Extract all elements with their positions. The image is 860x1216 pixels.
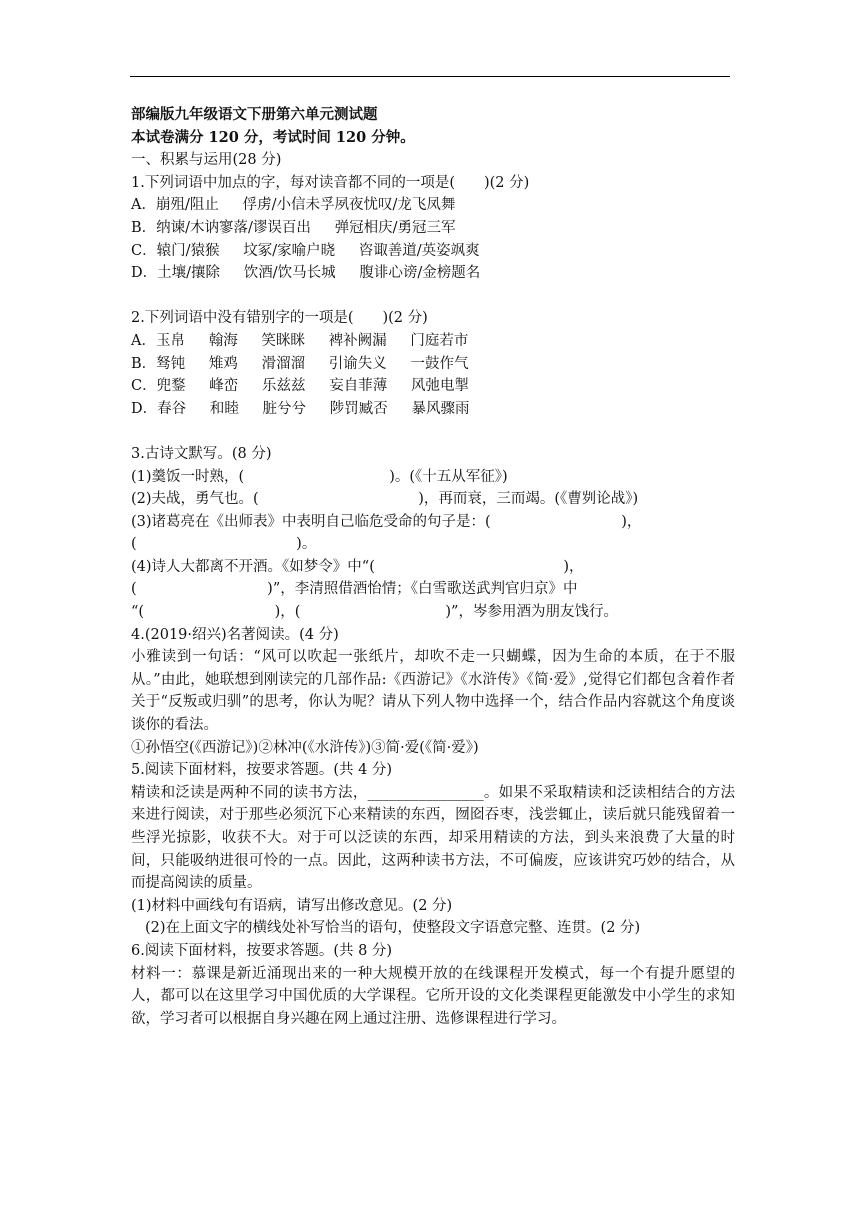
q1-option-c: C．辕门/猿猴 坟冢/家喻户晓 咨诹善道/英姿飒爽 [131, 242, 480, 259]
q3-stem: 3.古诗文默写。(8 分) [131, 445, 272, 462]
q4-options: ①孙悟空(《西游记》)②林冲(《水浒传》)③简·爱(《简·爱》) [131, 739, 479, 756]
q4-passage: 小雅读到一句话：“风可以吹起一张纸片，却吹不走一只蝴蝶，因为生命的本质，在于不服从。”由此，她联想到刚读完的几部作品:《西游记》《水浒传》《简·爱》,觉得它们都包含着作者关于“反叛或归驯”的思考，你认为呢？请从下列人物中选择一个，结合作品内容就这个角度谈谈你的看法。 [131, 649, 735, 734]
q2-stem: 2.下列词语中没有错别字的一项是( )(2 分) [131, 310, 428, 327]
spacer [131, 420, 735, 443]
q3-line-5: (4)诗人大都离不开酒。《如梦令》中“( )， [131, 558, 584, 575]
q2-option-c: C．兜鍪 峰峦 乐兹兹 妄自菲薄 风弛电掣 [131, 378, 469, 395]
q3-line-3: (3)诸葛亮在《出师表》中表明自己临危受命的句子是：( )， [131, 513, 642, 530]
q2-option-b: B．驽钝 雉鸡 滑溜溜 引谕失义 一鼓作气 [131, 355, 469, 372]
q2-option-a: A．玉帛 翰海 笑眯眯 裨补阙漏 门庭若市 [131, 332, 469, 349]
spacer [131, 285, 735, 308]
q1-option-b: B．纳谏/木讷寥落/谬误百出 弹冠相庆/勇冠三军 [131, 219, 456, 236]
q5-passage: 精读和泛读是两种不同的读书方法，________________。如果不采取精读和泛读相结合的方法来进行阅读，对于那些必须沉下心来精读的东西，囫囵吞枣，浅尝辄止，读后就只能残留着一些浮光掠影，收获不大。对于可以泛读的东西，却采用精读的方法，到头来浪费了大量的时间，只能吸纳进很可怜的一点。因此，这两种读书方法，不可偏废，应该讲究巧妙的结合，从而提高阅读的质量。 [131, 784, 735, 892]
q5-sub-question-1: (1)材料中画线句有语病，请写出修改意见。(2 分) [131, 897, 453, 914]
q1-stem: 1.下列词语中加点的字，每对读音都不同的一项是( )(2 分) [131, 174, 530, 191]
q1-option-a: A．崩殂/阻止 俘虏/小信未孚夙夜忧叹/龙飞凤舞 [131, 197, 456, 214]
q3-line-6: ( )”，李清照借酒怡情；《白雪歌送武判官归京》中 [131, 581, 578, 598]
q6-stem: 6.阅读下面材料，按要求答题。(共 8 分) [131, 942, 393, 959]
q5-sub-question-2: (2)在上面文字的横线处补写恰当的语句，使整段文字语意完整、连贯。(2 分) [145, 920, 641, 937]
q3-line-7: “( )，( )”，岑参用酒为朋友饯行。 [131, 604, 618, 621]
q6-passage: 材料一：慕课是新近涌现出来的一种大规模开放的在线课程开发模式，每一个有提升愿望的人，都可以在这里学习中国优质的大学课程。它所开设的文化类课程更能激发中小学生的求知欲，学习者可以根据自身兴趣在网上通过注册、选修课程进行学习。 [131, 965, 735, 1027]
q3-line-2: (2)夫战，勇气也。( )，再而衰，三而竭。(《曹刿论战》) [131, 491, 639, 508]
q2-option-d: D．春谷 和睦 脏兮兮 陟罚臧否 暴风骤雨 [131, 400, 470, 417]
q3-line-4: ( )。 [131, 536, 317, 553]
exam-title: 部编版九年级语文下册第六单元测试题 [131, 106, 378, 123]
header-rule [130, 76, 730, 77]
q5-stem: 5.阅读下面材料，按要求答题。(共 4 分) [131, 762, 393, 779]
q4-stem: 4.(2019·绍兴)名著阅读。(4 分) [131, 626, 339, 643]
exam-instructions: 本试卷满分 120 分，考试时间 120 分钟。 [131, 128, 415, 146]
q1-option-d: D．土壤/攘除 饮酒/饮马长城 腹诽心谤/金榜题名 [131, 265, 481, 282]
exam-page [131, 104, 735, 1030]
q3-line-1: (1)羹饭一时熟，( )。(《十五从军征》) [131, 468, 508, 485]
section-heading: 一、积累与运用(28 分) [131, 152, 282, 169]
